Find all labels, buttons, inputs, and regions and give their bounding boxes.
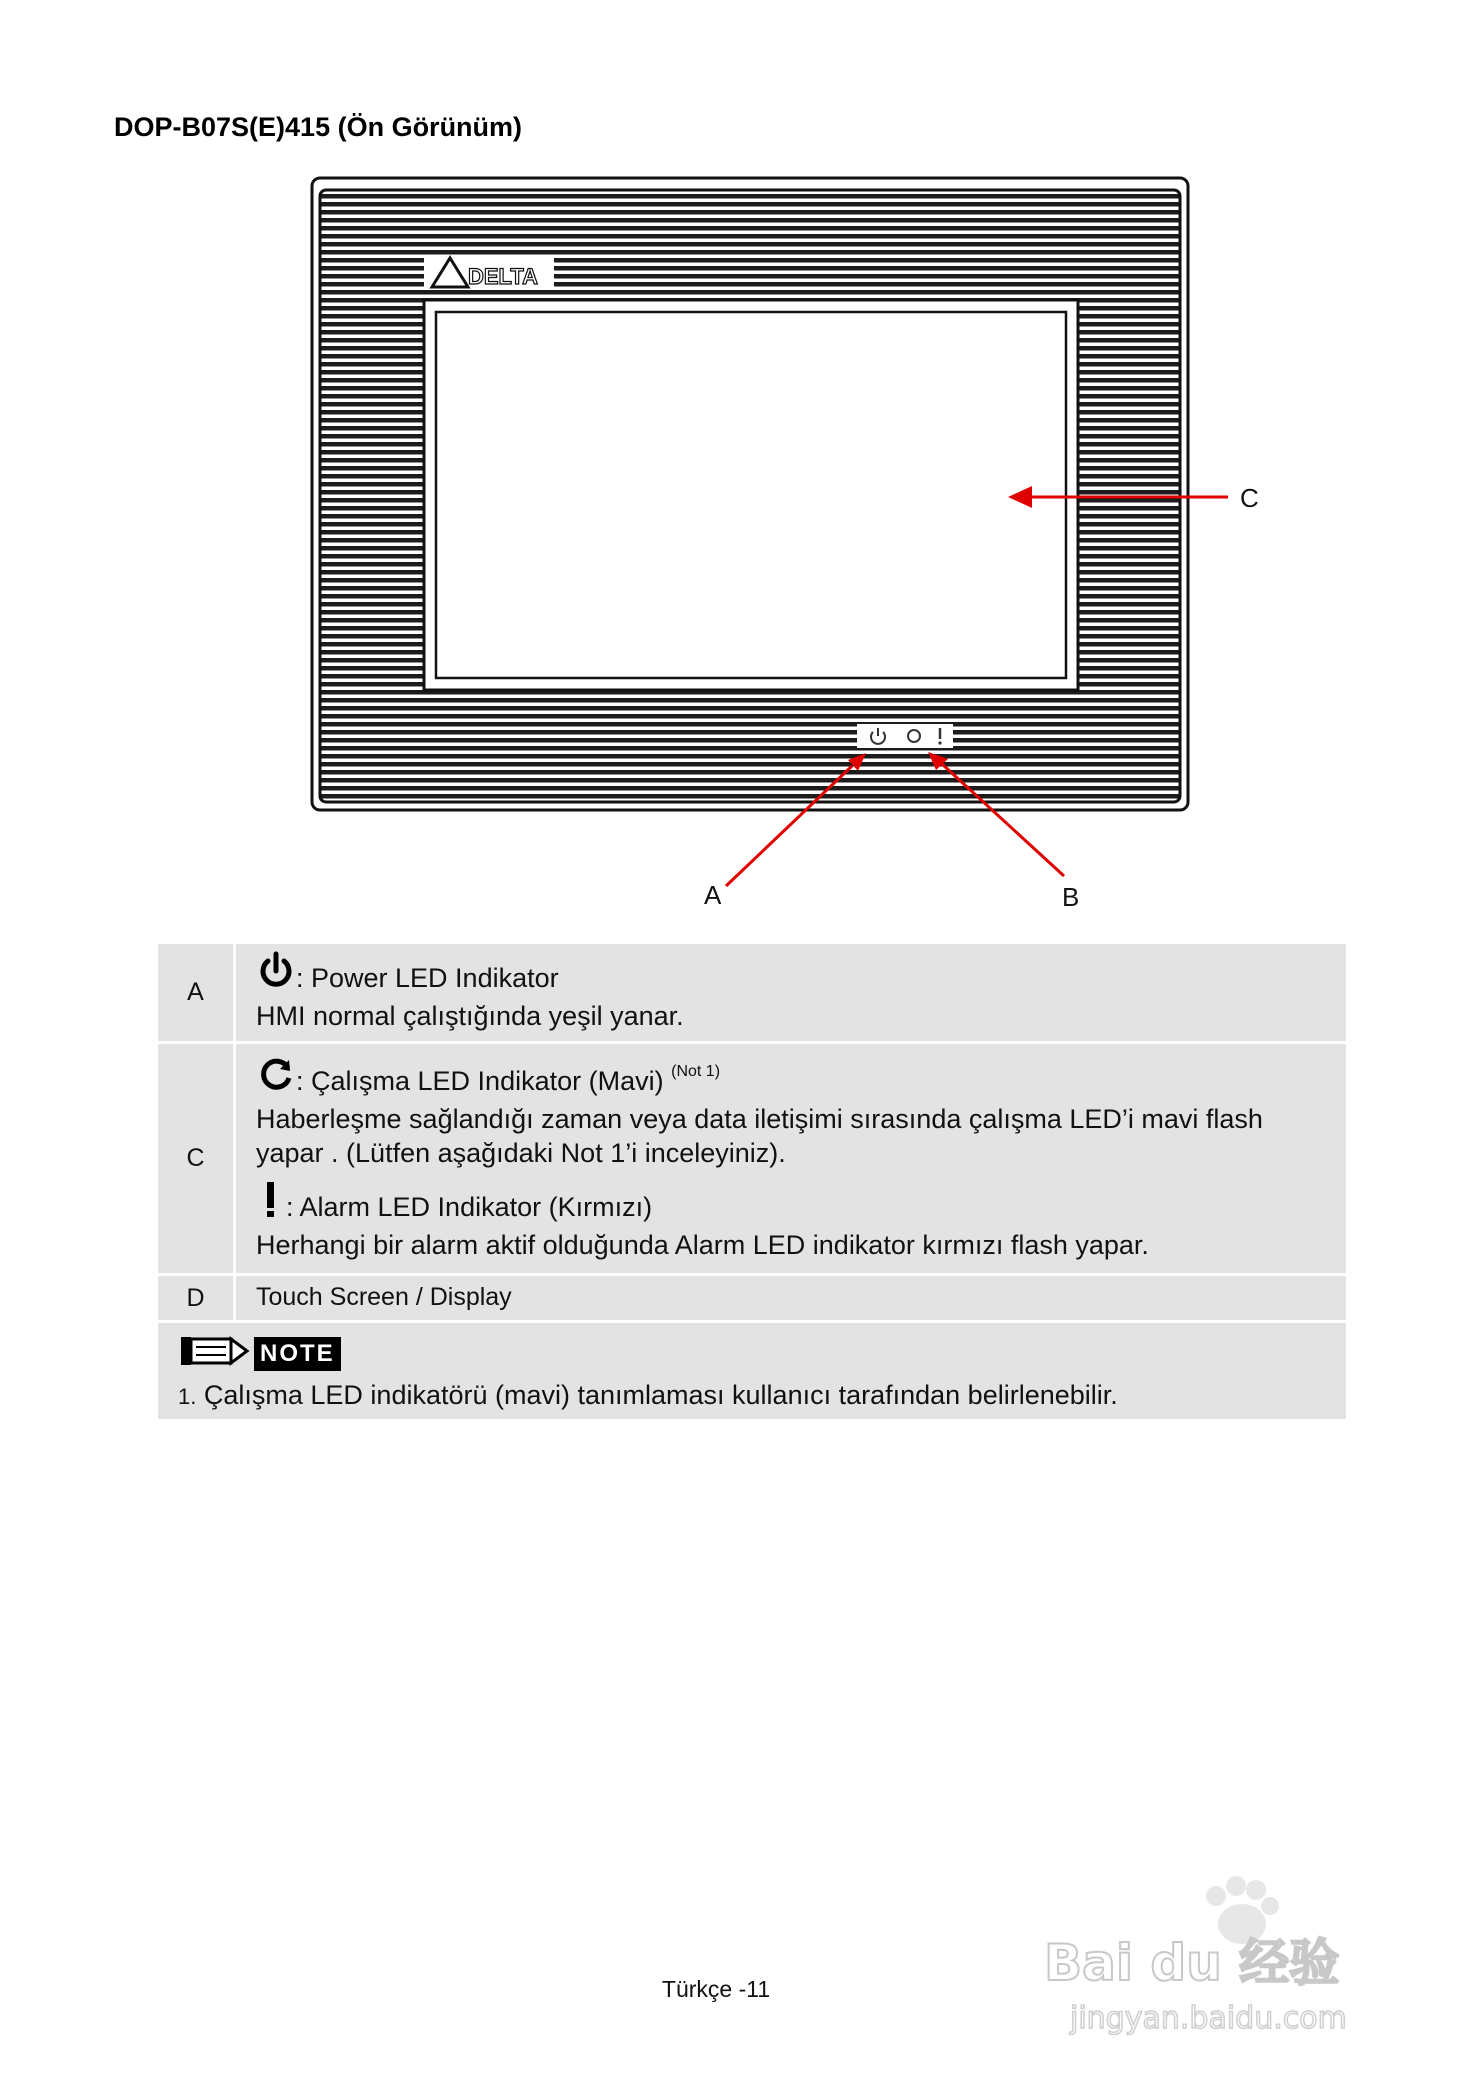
row-key: D — [157, 1275, 235, 1322]
delta-logo — [424, 258, 554, 290]
page-title: DOP-B07S(E)415 (Ön Görünüm) — [114, 112, 523, 142]
entry-heading-line — [256, 1054, 1330, 1102]
cycle-icon — [256, 1054, 296, 1102]
row-description — [235, 1043, 1348, 1275]
watermark-brand: Bai du 经验 — [1044, 1934, 1340, 1992]
entry-heading-line — [256, 1180, 1330, 1228]
entry-body: Touch Screen / Display — [256, 1283, 512, 1311]
row-description — [235, 943, 1348, 1043]
note-header — [178, 1333, 1328, 1375]
note-row — [157, 1322, 1348, 1421]
delta-logo-text: DELTA — [468, 264, 539, 289]
entry-body: HMI normal çalıştığında yeşil yanar. — [256, 1000, 684, 1031]
indicator-table — [155, 941, 1349, 1422]
entry-heading: : Çalışma LED Indikator (Mavi) — [296, 1065, 664, 1096]
note-item — [178, 1377, 1328, 1415]
row-key: A — [157, 943, 235, 1043]
entry-heading: : Alarm LED Indikator (Kırmızı) — [286, 1191, 653, 1222]
baidu-watermark — [1030, 1860, 1390, 2040]
hmi-front-view-drawing — [300, 170, 1280, 930]
hmi-front-view-figure — [300, 170, 1280, 930]
note-reference: (Not 1) — [671, 1062, 721, 1080]
row-key: C — [157, 1043, 235, 1275]
note-label: NOTE — [254, 1337, 341, 1371]
callout-a-label: A — [704, 880, 722, 910]
alarm-led-icon — [938, 728, 941, 745]
entry-body: Haberleşme sağlandığı zaman veya data iletişimi sırasında çalışma LED’i mavi flash yapar . (Lütfen aşağıdaki Not 1’i inceleyiniz). — [256, 1103, 1263, 1168]
watermark-url: jingyan.baidu.com — [1070, 2001, 1347, 2036]
table-row — [157, 1043, 1348, 1275]
power-icon — [256, 951, 296, 999]
callout-c-label: C — [1240, 483, 1259, 513]
page-footer: Türkçe -11 — [661, 1976, 771, 2002]
table-row — [157, 943, 1348, 1043]
note-box — [157, 1322, 1348, 1421]
note-number: 1. — [178, 1384, 197, 1409]
entry-heading-line — [256, 951, 1330, 999]
note-text: Çalışma LED indikatörü (mavi) tanımlaması kullanıcı tarafından belirlenebilir. — [203, 1380, 1118, 1410]
row-description — [235, 1275, 1348, 1322]
entry-body: Herhangi bir alarm aktif olduğunda Alarm LED indikator kırmızı flash yapar. — [256, 1229, 1149, 1260]
entry-heading: : Power LED Indikator — [296, 962, 559, 993]
alarm-icon — [256, 1180, 286, 1228]
callout-b-label: B — [1062, 882, 1080, 912]
table-row — [157, 1275, 1348, 1322]
touch-screen-display — [436, 312, 1066, 678]
led-indicator-strip — [857, 724, 953, 748]
pencil-icon — [178, 1333, 250, 1376]
